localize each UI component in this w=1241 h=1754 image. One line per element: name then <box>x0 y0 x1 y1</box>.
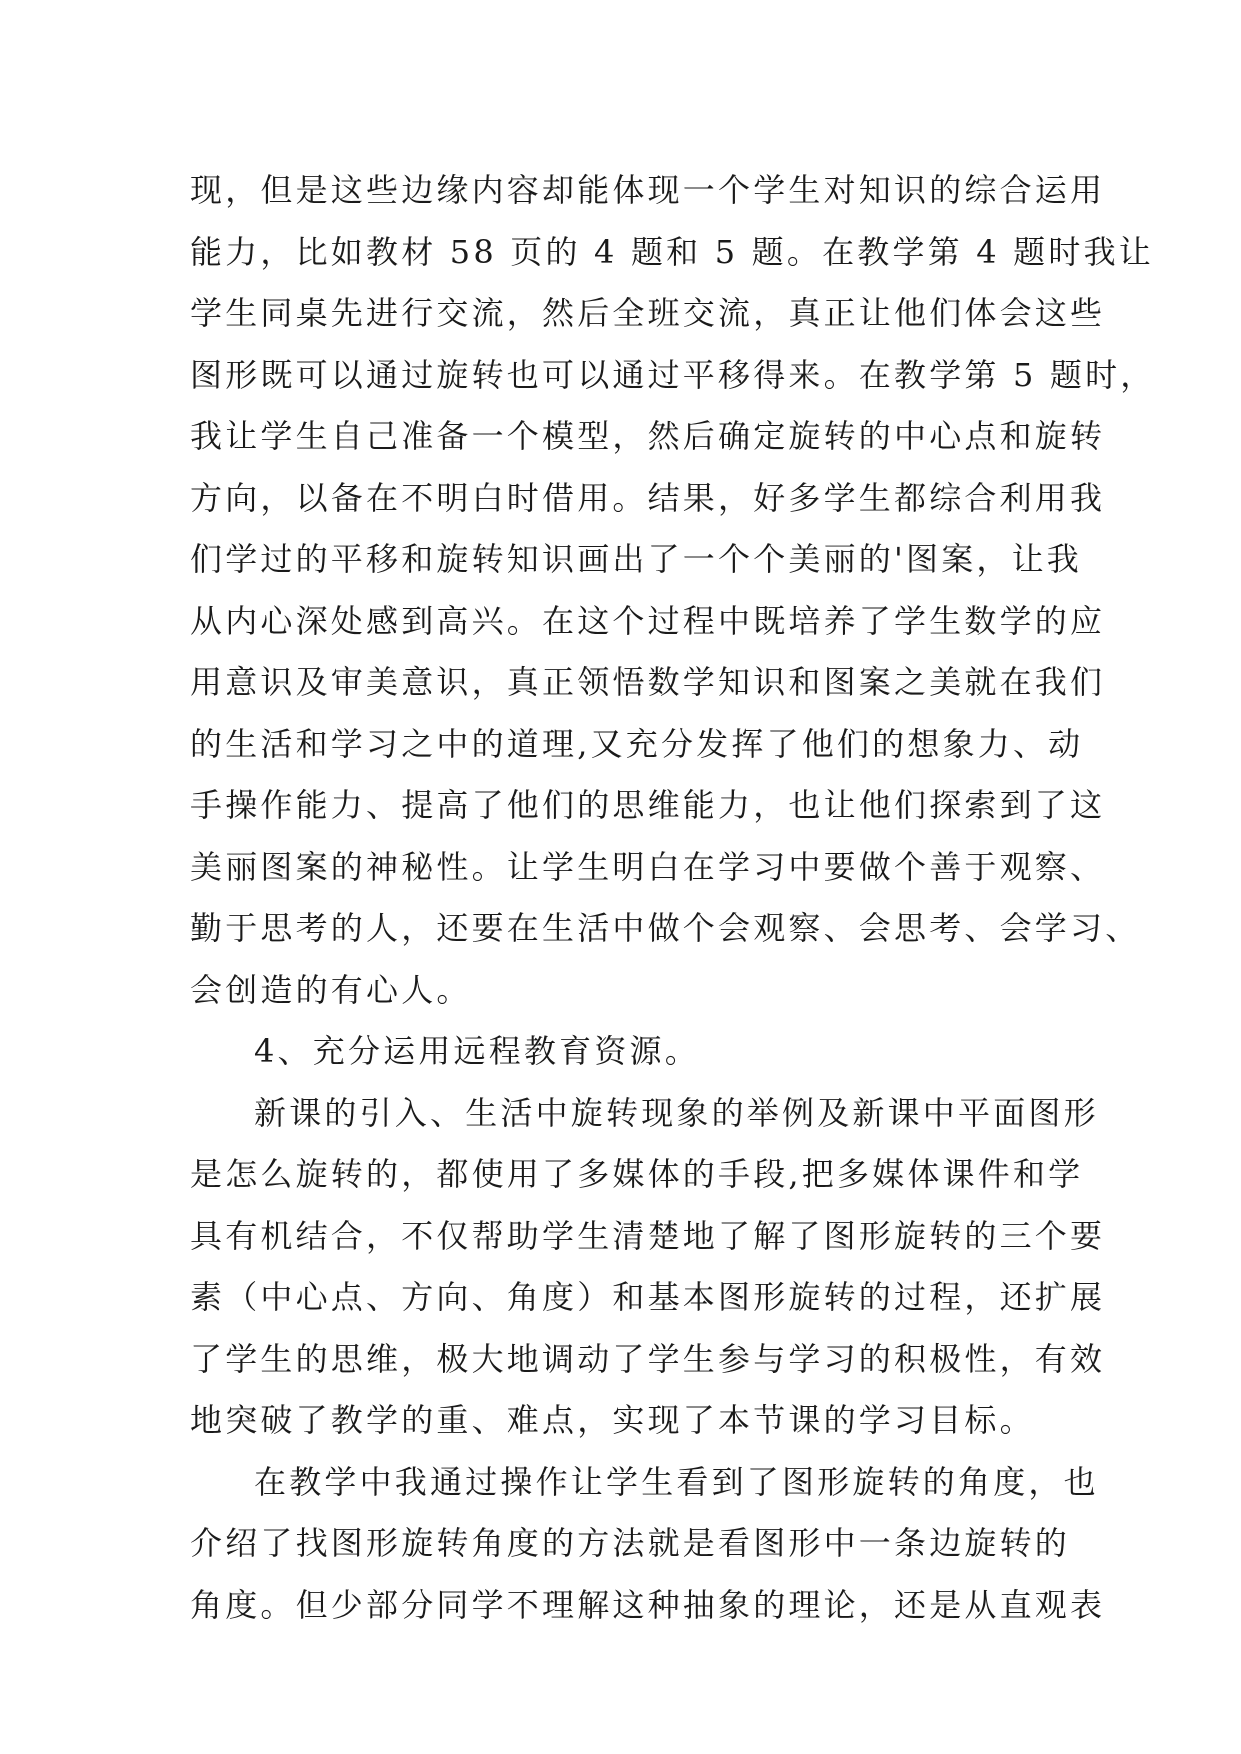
text-line: 具有机结合，不仅帮助学生清楚地了解了图形旋转的三个要 <box>190 1216 1106 1255</box>
text-line: 用意识及审美意识，真正领悟数学知识和图案之美就在我们 <box>190 663 1106 701</box>
text-line: 们学过的平移和旋转知识画出了一个个美丽的'图案，让我 <box>190 540 1082 578</box>
text-line: 图形既可以通过旋转也可以通过平移得来。在教学第 5 题时， <box>190 355 1156 394</box>
paragraph-start-line: 新课的引入、生活中旋转现象的举例及新课中平面图形 <box>254 1093 1099 1132</box>
text-line: 能力，比如教材 58 页的 4 题和 5 题。在教学第 4 题时我让 <box>190 232 1154 271</box>
paragraph-start-line: 在教学中我通过操作让学生看到了图形旋转的角度，也 <box>254 1462 1099 1501</box>
text-line: 的生活和学习之中的道理,又充分发挥了他们的想象力、动 <box>190 724 1084 763</box>
text-line: 我让学生自己准备一个模型，然后确定旋转的中心点和旋转 <box>190 417 1106 455</box>
section-heading: 4、充分运用远程教育资源。 <box>254 1032 700 1070</box>
body-text <box>190 160 1156 1636</box>
text-line: 角度。但少部分同学不理解这种抽象的理论，还是从直观表 <box>190 1585 1106 1624</box>
text-line: 是怎么旋转的，都使用了多媒体的手段,把多媒体课件和学 <box>190 1155 1084 1193</box>
text-line: 现，但是这些边缘内容却能体现一个学生对知识的综合运用 <box>190 171 1106 209</box>
text-line: 素（中心点、方向、角度）和基本图形旋转的过程，还扩展 <box>190 1278 1106 1316</box>
text-line: 会创造的有心人。 <box>190 970 472 1009</box>
text-line: 学生同桌先进行交流，然后全班交流，真正让他们体会这些 <box>190 294 1106 332</box>
text-line: 方向，以备在不明白时借用。结果，好多学生都综合利用我 <box>190 478 1106 517</box>
text-line: 勤于思考的人，还要在生活中做个会观察、会思考、会学习、 <box>190 909 1141 947</box>
text-line: 从内心深处感到高兴。在这个过程中既培养了学生数学的应 <box>190 601 1106 640</box>
text-line: 地突破了教学的重、难点，实现了本节课的学习目标。 <box>190 1401 1035 1439</box>
text-line: 介绍了找图形旋转角度的方法就是看图形中一条边旋转的 <box>190 1524 1071 1562</box>
text-line: 了学生的思维，极大地调动了学生参与学习的积极性，有效 <box>190 1339 1106 1378</box>
text-line: 美丽图案的神秘性。让学生明白在学习中要做个善于观察、 <box>190 847 1106 886</box>
text-line: 手操作能力、提高了他们的思维能力，也让他们探索到了这 <box>190 786 1106 824</box>
